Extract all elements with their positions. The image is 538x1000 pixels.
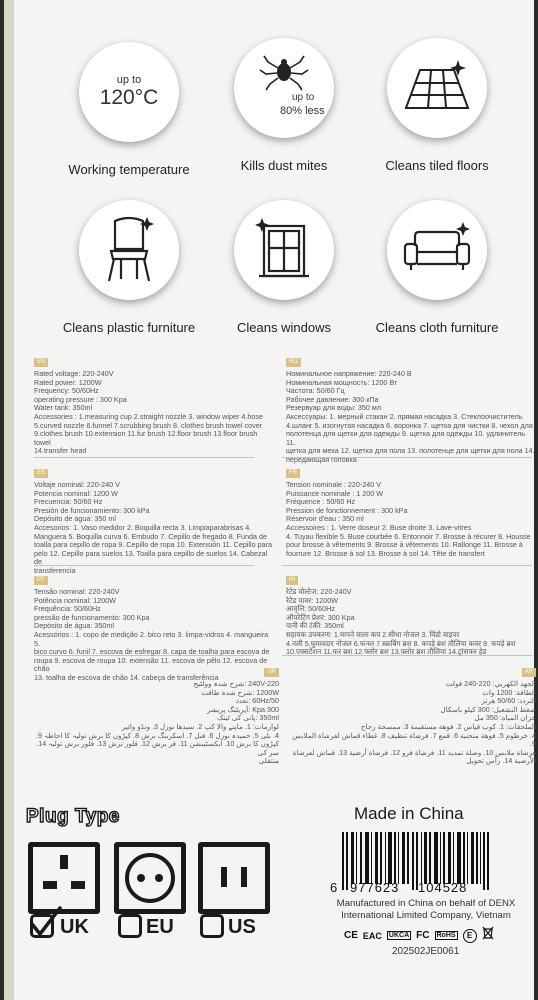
window-icon bbox=[234, 200, 334, 300]
feature-cleans-tiled-floors bbox=[352, 38, 522, 173]
divider bbox=[282, 565, 532, 566]
spec-line: Резервуар для воды: 350 мл bbox=[286, 403, 382, 413]
spec-line: आवृत्ति: 50/60Hz bbox=[286, 604, 335, 614]
spec-line: Номинальное напряжение: 220-240 В bbox=[286, 369, 412, 378]
dust-mite-icon bbox=[234, 38, 334, 138]
language-tag: FR bbox=[286, 469, 300, 478]
spec-line: 4. خرطوم 5. فوهة منحنية 6. قمع 7. فرشاة تنظيف 8. غطاء قماش لفرشاة الملابس 9. bbox=[292, 730, 536, 749]
manufacturer-text: Manufactured in China on behalf of DENX International Limited Company, Vietnam bbox=[336, 898, 516, 921]
feature-label: Kills dust mites bbox=[240, 158, 328, 173]
spec-line: 5.curved nozzle 6.funnel 7.scrubbing brush 8. clothes brush towel cover bbox=[34, 420, 263, 430]
spec-line: Pression de fonctionnement : 300 kPa bbox=[286, 505, 408, 515]
spec-line: الأرضية 14. رأس تحويل bbox=[466, 756, 536, 766]
feature-label: Cleans plastic furniture bbox=[62, 320, 196, 335]
badge-big-text: 80% less bbox=[280, 105, 325, 117]
spec-line: Accessories : 1.measuring cup 2.straight nozzle 3. window wiper 4.hose bbox=[34, 411, 263, 421]
ukca-mark-icon: UKCA bbox=[388, 932, 410, 939]
spec-line: Voltaje nominal: 220-240 V bbox=[34, 480, 120, 489]
spec-line: Manguera 5. Boquilla curva 6. Embudo 7. Cepillo de fregado 8. Funda de bbox=[34, 531, 267, 541]
eu-checkbox bbox=[118, 914, 142, 938]
spec-line: ضغط التشغيل: 300 كيلو باسكال bbox=[440, 704, 536, 714]
tiled-floor-icon bbox=[387, 38, 487, 138]
spec-line: Réservoir d'eau : 350 ml bbox=[286, 514, 364, 524]
spec-line: पानी की टंकी: 350ml bbox=[286, 621, 344, 631]
spec-line: Water tank: 350ml bbox=[34, 403, 93, 413]
rohs-mark-icon: RoHS bbox=[436, 932, 456, 939]
feature-working-temperature bbox=[44, 42, 214, 177]
spec-line: Frecuencia: 50/60 Hz bbox=[34, 497, 103, 507]
barcode-digit-group2: 104528 bbox=[418, 880, 468, 895]
language-tag: ES bbox=[34, 469, 48, 478]
spec-block-es bbox=[34, 468, 274, 576]
barcode-digit-group1: 977623 bbox=[350, 880, 400, 895]
spec-line: 60Hz/50 :تعدد bbox=[235, 696, 279, 706]
spec-line: toalla para cepillo de ropa 9. Cepillo de ropa 10. Extensión 11. Cepillo para bbox=[34, 540, 273, 550]
language-tag: HI bbox=[286, 576, 298, 585]
spec-line: 14.transfer head bbox=[34, 446, 87, 456]
ce-mark-icon: CE bbox=[344, 930, 358, 941]
spec-block-fr bbox=[286, 468, 536, 558]
feature-cleans-windows bbox=[199, 200, 369, 335]
spec-line: 4.шланг 5. изогнутая насадка 6. воронка 7. щетка для чистки 8. чехол для bbox=[286, 420, 533, 430]
spec-line: Frequency: 50/60Hz bbox=[34, 386, 99, 396]
spec-line: Presión de funcionamiento: 300 kPa bbox=[34, 505, 150, 515]
language-tag: EN bbox=[34, 358, 48, 367]
spec-line: Tension nominale : 220-240 V bbox=[286, 480, 382, 489]
language-tag: RU bbox=[286, 358, 301, 367]
feature-cleans-cloth-furniture bbox=[352, 200, 522, 335]
badge-small-text: up to bbox=[292, 92, 315, 103]
language-tag: AR bbox=[522, 668, 536, 677]
sofa-icon bbox=[387, 200, 487, 300]
spec-line: pressão de funcionamento: 300 Kpa bbox=[34, 612, 150, 622]
spec-line: الطاقة: 1200 وات bbox=[482, 687, 536, 697]
plug-type-title: Plug Type bbox=[26, 806, 120, 827]
spec-line: operating pressure : 300 Kpa bbox=[34, 394, 127, 404]
check-mark-icon bbox=[28, 904, 64, 940]
us-plug-icon bbox=[198, 842, 270, 914]
spec-block-ru bbox=[286, 357, 536, 465]
product-code: 202502JE0061 bbox=[392, 946, 460, 957]
spec-line: Аксессуары: 1. мерный стакан 2. прямая насадка 3. Стеклоочиститель bbox=[286, 411, 523, 421]
spec-line: الملحقات: 1. كوب قياس 2. فوهة مستقيمة 3. ممسحة زجاج bbox=[360, 721, 536, 731]
spec-line: کپڑوں کا برش 10. ایکسٹینشن 11. فر برش 12. فلور برش 13. فلور برش تولیہ 14. سر کی bbox=[36, 739, 279, 757]
spec-line: pelo 12. Cepillo para suelos 13. Toalla para cepillo de suelos 14. Cabezal de bbox=[34, 548, 268, 567]
made-in-label: Made in China bbox=[354, 804, 464, 823]
package-back bbox=[4, 0, 534, 1000]
spec-line: bico curvo 6. funil 7. escova de esfregar 8. capa de toalha para escova de bbox=[34, 647, 270, 657]
spec-line: Depósito de água: 350ml bbox=[34, 621, 114, 631]
spec-line: полотенца для щетки для одежды 9. щетка для одежды 10. удлинитель 11. bbox=[286, 429, 526, 447]
spec-line: Depósito de agua: 350 ml bbox=[34, 514, 116, 524]
spec-block-ar bbox=[286, 667, 536, 766]
spec-line: Accesorios: 1. Vaso medidor 2. Boquilla recta 3. Limpiaparabrisas 4. bbox=[34, 522, 252, 532]
spec-line: Рабочее давление: 300 кПа bbox=[286, 394, 379, 404]
spec-line: 350ml :پانی کی ٹینک bbox=[217, 713, 279, 723]
eu-plug-icon bbox=[114, 842, 186, 914]
spec-line: Fréquence : 50/60 Hz bbox=[286, 497, 356, 507]
spec-line: सहायक उपकरण: 1.मापने वाला कप 2.सीधा नोजल 3. विंडो वाइपर bbox=[286, 629, 460, 639]
spec-line: Acessórios : 1. copo de medição 2. bico reto 3. limpa-vidros 4. mangueira 5. bbox=[34, 629, 269, 648]
spec-line: रेटेड पावर: 1200W bbox=[286, 595, 339, 605]
spec-line: Accessoires : 1. Verre doseur 2. Buse droite 3. Lave-vitres bbox=[286, 522, 472, 532]
spec-line: Frequência: 50/60Hz bbox=[34, 604, 101, 614]
spec-line: ऑपरेटिंग प्रेशर: 300 Kpa bbox=[286, 612, 355, 622]
language-tag: UR bbox=[264, 668, 279, 677]
spec-line: 10.एक्सटेंशन 11.फर ब्रश 12.फ्लोर ब्रश 13.फ्लोर ब्रश तौलिया 14.ट्रांसफर हेड bbox=[286, 647, 487, 657]
spec-line: रेटेड वोल्टेज: 220-240V bbox=[286, 587, 352, 596]
feature-label: Cleans cloth furniture bbox=[375, 320, 499, 335]
spec-line: 240V-220 :شرح شدہ وولٹیج bbox=[193, 679, 279, 688]
spec-line: 4. نلی 5. خمیدہ نوزل 6. فنل 7. اسکربنگ برش 8. کپڑوں کا برش تولیہ کا احاطہ 9. bbox=[36, 730, 279, 740]
spec-line: 4.नली 5.घुमावदार नोजल 6.फनल 7.स्क्रबिंग ब्रश 8. कपड़े ब्रश तौलिया कवर 9. कपड़े ब्रश bbox=[286, 638, 516, 648]
fc-mark-icon: FC bbox=[416, 930, 430, 941]
spec-line: خزان المياه: 350 مل bbox=[474, 713, 536, 723]
spec-line: Kpa 300 :آپریٹنگ پریشر bbox=[207, 704, 279, 714]
feature-kills-dust-mites bbox=[199, 38, 369, 173]
spec-line: Puissance nominale : 1 200 W bbox=[286, 488, 384, 498]
certification-marks bbox=[344, 926, 494, 945]
plastic-chair-icon bbox=[79, 200, 179, 300]
spec-line: 9.clothes brush 10.extension 11.fur brush 12.floor brush 13.floor brush towel bbox=[34, 429, 258, 447]
spec-line: transferencia bbox=[34, 565, 76, 575]
spec-line: Rated power: 1200W bbox=[34, 377, 102, 387]
thermometer-badge-icon bbox=[79, 42, 179, 142]
plug-label-uk: UK bbox=[60, 916, 89, 938]
spec-line: fourrure 12. Brosse à sol 13. Brosse à sol 14. Tête de transfert bbox=[286, 548, 485, 558]
divider bbox=[34, 457, 254, 458]
spec-line: передающая головка bbox=[286, 454, 357, 464]
spec-line: Rated voltage: 220-240V bbox=[34, 369, 114, 378]
spec-line: 13. toalha de escova de chão 14. cabeça de transferência bbox=[34, 672, 219, 682]
e-mark-icon: E bbox=[463, 929, 477, 943]
spec-line: щетка для меха 12. щетка для пола 13. полотенце для щетки для пола 14. bbox=[286, 446, 535, 456]
spec-line: Номинальная мощность: 1200 Вт bbox=[286, 377, 398, 387]
spec-line: فرشاة ملابس 10. وصلة تمديد 11. فرشاة فرو 12. فرشاة أرضية 13. قماش لفرشاة bbox=[292, 747, 536, 757]
spec-line: لوازمات: 1. ماپنے والا کپ 2. سیدھا نوزل 3. ونڈو وائپر bbox=[121, 721, 279, 731]
spec-line: منتقلی bbox=[258, 756, 279, 766]
barcode-digit-first: 6 bbox=[330, 880, 338, 895]
spec-line: 4. Tuyau flexible 5. Buse courbée 6. Entonnoir 7. Brosse à récurer 8. Housse bbox=[286, 531, 531, 541]
plug-label-eu: EU bbox=[146, 916, 174, 938]
plug-label-us: US bbox=[228, 916, 256, 938]
spec-line: 1200W :شرح شدہ طاقت bbox=[201, 687, 279, 697]
spec-block-ur bbox=[34, 667, 279, 766]
weee-bin-icon bbox=[482, 926, 494, 945]
spec-line: pour brosse à vêtements 9. Brosse à vêtements 10. Rallonge 11. Brosse à bbox=[286, 540, 523, 550]
spec-line: Potência nominal: 1200W bbox=[34, 595, 116, 605]
spec-line: Частота: 50/60 Гц bbox=[286, 386, 345, 396]
spec-line: Tensão nominal: 220-240V bbox=[34, 587, 120, 596]
us-checkbox bbox=[200, 914, 224, 938]
badge-small-text: up to bbox=[116, 74, 142, 86]
feature-label: Cleans windows bbox=[237, 320, 331, 335]
spec-block-hi bbox=[286, 575, 536, 657]
spec-line: الجهد الكهربي: 220-240 فولت bbox=[445, 679, 536, 688]
spec-line: Potencia nominal: 1200 W bbox=[34, 488, 118, 498]
feature-label: Cleans tiled floors bbox=[385, 158, 489, 173]
badge-big-text: 120°C bbox=[99, 86, 159, 109]
spec-block-en bbox=[34, 357, 274, 456]
eac-mark-icon: EAC bbox=[362, 930, 382, 941]
feature-cleans-plastic-furniture bbox=[44, 200, 214, 335]
spec-line: roupa 9. escova de roupa 10. extensão 11. escova de pêlo 12. escova de chão bbox=[34, 655, 268, 674]
language-tag: PT bbox=[34, 576, 48, 585]
feature-label: Working temperature bbox=[68, 162, 190, 177]
spec-line: التردد: 50/60 هرتز bbox=[481, 696, 536, 706]
